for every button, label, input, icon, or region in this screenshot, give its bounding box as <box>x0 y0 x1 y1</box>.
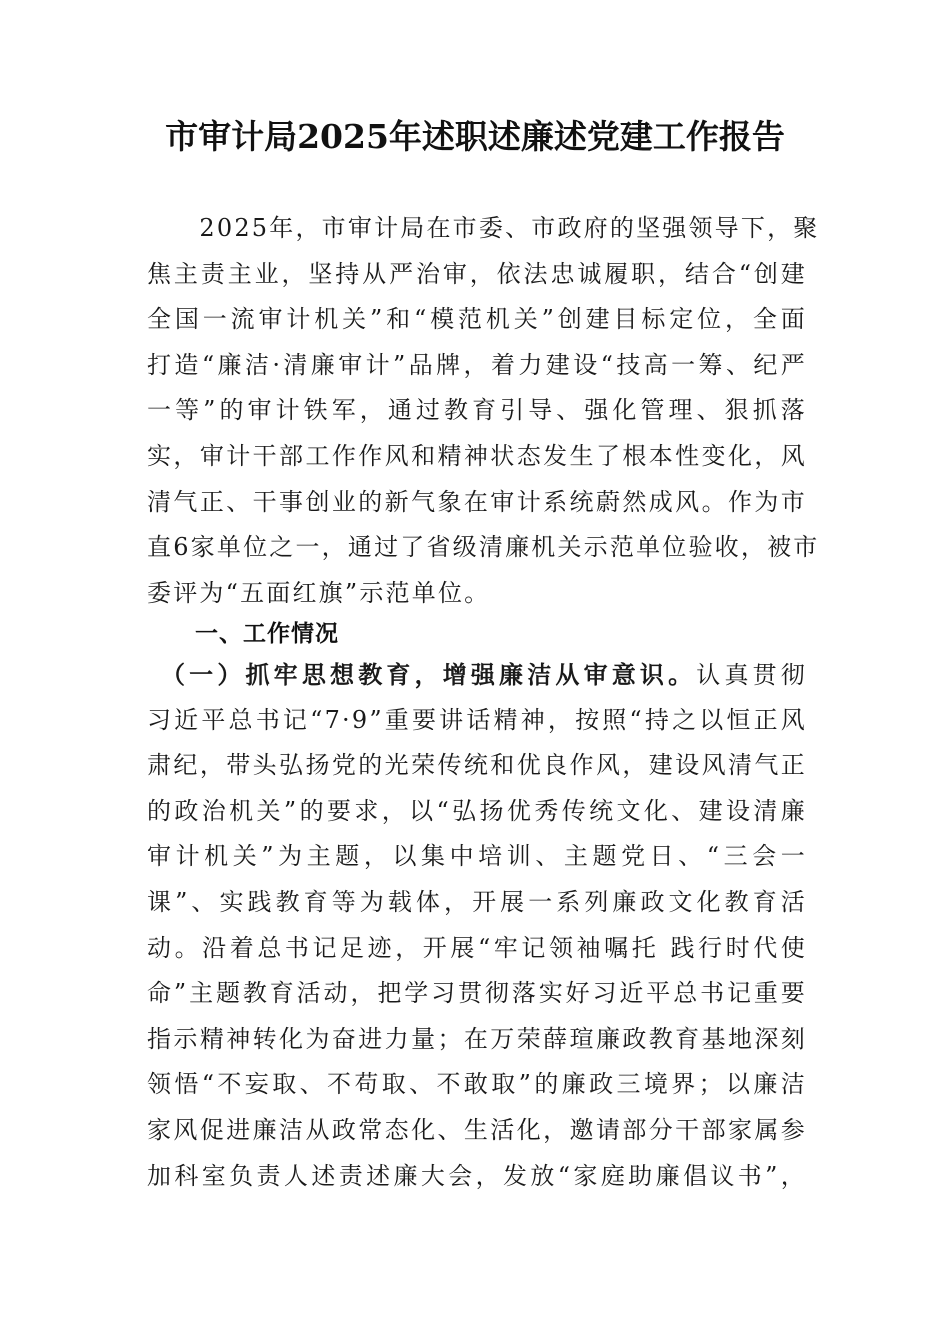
text-line: 清气正、干事创业的新气象在审计系统蔚然成风。作为市 <box>147 487 807 516</box>
text-line: 加科室负责人述责述廉大会，发放“家庭助廉倡议书”， <box>147 1161 807 1190</box>
text-line: 直6家单位之一，通过了省级清廉机关示范单位验收，被市 <box>147 533 820 562</box>
text-line: 全国一流审计机关”和“模范机关”创建目标定位，全面 <box>147 305 807 334</box>
subsection-lead: （一）抓牢思想教育，增强廉洁从审意识。 <box>172 660 697 689</box>
text-line-first <box>147 652 807 698</box>
text-line: 家风促进廉洁从政常态化、生活化，邀请部分干部家属参 <box>147 1115 807 1144</box>
paragraph-intro <box>147 206 820 616</box>
text-line: 指示精神转化为奋进力量；在万荣薛瑄廉政教育基地深刻 <box>147 1024 807 1053</box>
text-line: 焦主责主业，坚持从严治审，依法忠诚履职，结合“创建 <box>147 259 807 288</box>
text-line: 领悟“不妄取、不苟取、不敢取”的廉政三境界；以廉洁 <box>147 1070 807 1099</box>
text-line: 的政治机关”的要求，以“弘扬优秀传统文化、建设清廉 <box>147 796 807 825</box>
text-line: 动。沿着总书记足迹，开展“牢记领袖嘱托 践行时代使 <box>147 933 807 962</box>
document-title: 市审计局2025年述职述廉述党建工作报告 <box>165 117 785 156</box>
text-line: 委评为“五面红旗”示范单位。 <box>147 578 491 607</box>
text-line: 习近平总书记“7·9”重要讲话精神，按照“持之以恒正风 <box>147 705 807 734</box>
text-line: 一等”的审计铁军，通过教育引导、强化管理、狠抓落 <box>147 396 807 425</box>
text-line: 肃纪，带头弘扬党的光荣传统和优良作风，建设风清气正 <box>147 751 807 780</box>
text-line: 打造“廉洁·清廉审计”品牌，着力建设“技高一筹、纪严 <box>147 350 807 379</box>
section-heading: 一、工作情况 <box>195 621 339 647</box>
text-line: 课”、实践教育等为载体，开展一系列廉政文化教育活 <box>147 887 807 916</box>
text-line: 审计机关”为主题，以集中培训、主题党日、“三会一 <box>147 842 807 871</box>
text-line: 实，审计干部工作作风和精神状态发生了根本性变化，风 <box>147 441 807 470</box>
paragraph-section1 <box>147 652 807 1199</box>
text-line: 2025年，市审计局在市委、市政府的坚强领导下，聚 <box>147 214 820 242</box>
text-run: 认真贯彻 <box>696 661 807 689</box>
text-line: 命”主题教育活动，把学习贯彻落实好习近平总书记重要 <box>147 979 807 1008</box>
